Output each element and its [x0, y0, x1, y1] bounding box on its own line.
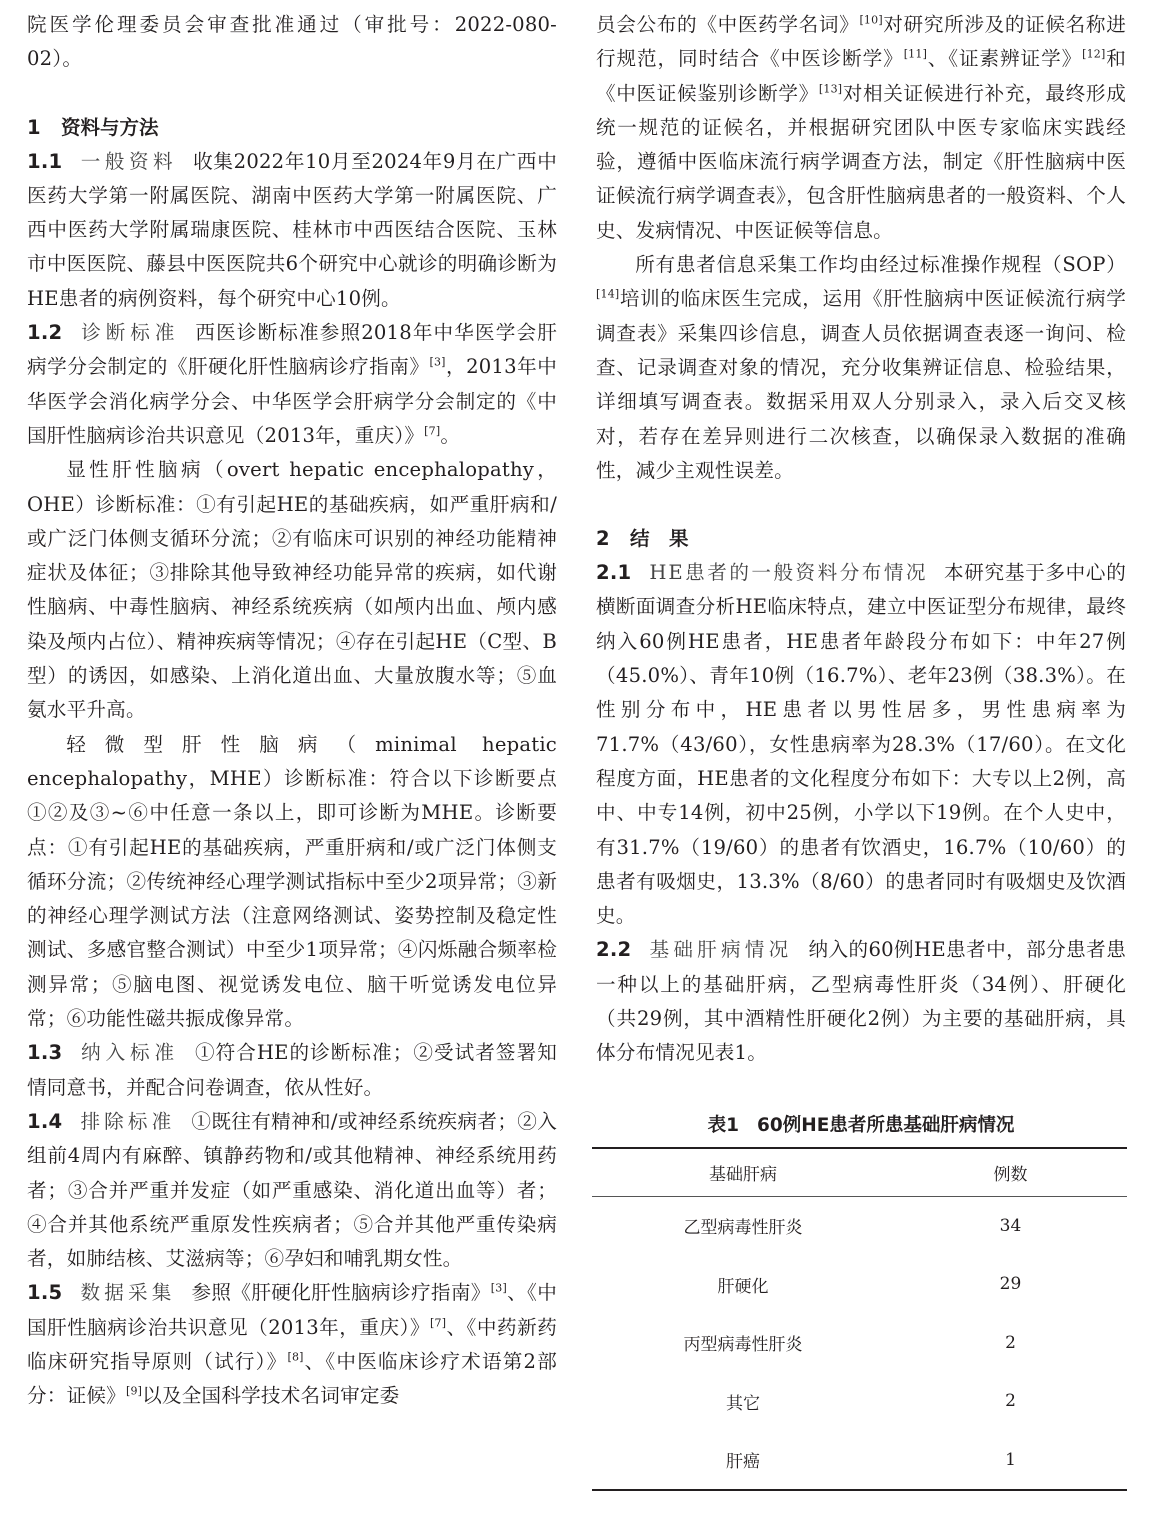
citation: [12] [1082, 47, 1106, 61]
table-cell-disease: 丙型病毒性肝炎 [683, 1335, 803, 1356]
subsection-text: ①符合HE的诊断标准；②受试者签署知情同意书，并配合问卷调查，依从性好。 [27, 1041, 557, 1099]
section-number: 1 [27, 115, 41, 139]
paragraph-text: 员会公布的《中医药学名词》 [596, 13, 860, 36]
citation: [8] [287, 1350, 304, 1364]
subsection-title: 基础肝病情况 [649, 938, 793, 962]
subsection-text: 、《中医临床诊疗术语第2部分：证候》 [27, 1349, 557, 1408]
paragraph-text: 对相关证候进行补充，最终形成统一规范的证候名，并根据研究团队中医专家临床实践经验，遵循中医临床流行病学调查方法，制定《肝性脑病中医证候流行病学调查表》，包含肝性脑病患者的一般资料、个人史、发病情况、中医证候等信息。 [596, 81, 1126, 242]
subsection-text: 本研究基于多中心的横断面调查分析HE临床特点，建立中医证型分布规律，最终纳入60例HE患者，HE患者年龄段分布如下：中年27例（45.0%）、青年10例（16.7%）、老年23例（38.3%）。在性别分布中，HE患者以男性居多，男性患病率为71.7%（43/60），女性患病率为28.3%（17/60）。在文化程度方面，HE患者的文化程度分布如下：大专以上2例，高中、中专14例，初中25例，小学以下19例。在个人史中，有31.7%（19/60）的患者有饮酒史，16.7%（10/60）的患者有吸烟史，13.3%（8/60）的患者同时有吸烟史及饮酒史。 [596, 561, 1126, 928]
table-cell-count: 1 [894, 1431, 1127, 1491]
subsection-title: 诊断标准 [80, 321, 180, 345]
subsection-number: 1.2 [27, 321, 63, 345]
subsection-title: HE患者的一般资料分布情况 [649, 561, 928, 585]
section-heading-1 [27, 111, 557, 145]
paragraph-text: 对研究所涉及的证候名称进行规范，同时结合《中医诊断学》 [596, 13, 1126, 71]
paragraph-mhe-criteria: 轻微型肝性脑病（minimal hepatic encephalopathy，MHE）诊断标准：符合以下诊断要点①②及③~⑥中任意一条以上，即可诊断为MHE。诊断要点：①有引起HE的基础疾病，严重肝病和/或广泛门体侧支循环分流；②传统神经心理学测试指标中至少2项异常；③新的神经心理学测试方法（注意网络测试、姿势控制及稳定性测试、多感官整合测试）中至少1项异常；④闪烁融合频率检测异常；⑤脑电图、视觉诱发电位、脑干听觉诱发电位异常；⑥功能性磁共振成像异常。 [27, 732, 557, 1031]
table-row [592, 1431, 1127, 1491]
paragraph-ethics: 院医学伦理委员会审查批准通过（审批号：2022-080-02）。 [27, 13, 557, 71]
citation: [7] [430, 1316, 447, 1330]
table-header-row [592, 1148, 1127, 1197]
citation: [13] [818, 82, 843, 96]
column-header-count: 例数 [894, 1148, 1127, 1197]
subsection-text: 以及全国科学技术名词审定委 [142, 1384, 400, 1408]
citation: [7] [424, 424, 441, 438]
table-row [592, 1196, 1127, 1255]
liver-disease-table [592, 1147, 1127, 1492]
subsection-number: 2.2 [596, 938, 632, 962]
subsection-number: 1.5 [27, 1281, 63, 1305]
citation: [11] [903, 47, 928, 61]
subsection-text: ，2013年中华医学会消化病学分会、中华医学会肝病学分会制定的《中国肝性脑病诊治共识意见（2013年，重庆）》 [27, 355, 558, 447]
subsection-text: ①既往有精神和/或神经系统疾病者；②入组前4周内有麻醉、镇静药物和/或其他精神、神经系统用药者；③合并严重并发症（如严重感染、消化道出血等）者；④合并其他系统严重原发性疾病者；⑤合并其他严重传染病者，如肺结核、艾滋病等；⑥孕妇和哺乳期女性。 [27, 1109, 557, 1271]
column-header-disease: 基础肝病 [592, 1148, 894, 1197]
subsection-title: 纳入标准 [80, 1041, 179, 1065]
paragraph-data-collection [596, 248, 1126, 488]
section-title: 资料与方法 [61, 115, 159, 139]
paragraph-text: 培训的临床医生完成，运用《肝性脑病中医证候流行病学调查表》采集四诊信息，调查人员依据调查表逐一询问、检查、记录调查对象的情况，充分收集辨证信息、检验结果，详细填写调查表。数据采用双人分别录入，录入后交叉核对，若存在差异则进行二次核查，以确保录入数据的准确性，减少主观性误差。 [596, 287, 1126, 482]
subsection-text: 参照《肝硬化肝性脑病诊疗指南》 [191, 1281, 491, 1305]
subsection-text: 、《中国肝性脑病诊治共识意见（2013年，重庆）》 [27, 1281, 558, 1339]
subsection-1-4 [27, 1105, 557, 1276]
table-cell-disease: 其它 [726, 1393, 760, 1414]
table-cell-disease: 肝癌 [592, 1431, 894, 1491]
subsection-number: 1.4 [27, 1109, 63, 1133]
section-heading-2 [596, 522, 1126, 556]
table-row [592, 1314, 1127, 1373]
section-number: 2 [596, 527, 610, 551]
citation: [3] [490, 1281, 507, 1295]
table-title: 60例HE患者所患基础肝病情况 [757, 1114, 1015, 1136]
subsection-text: 。 [440, 423, 461, 447]
table-cell-disease: 肝硬化 [717, 1276, 769, 1297]
subsection-1-3 [27, 1036, 557, 1105]
section-title: 结 果 [630, 527, 689, 551]
right-column [596, 8, 1126, 1491]
table-cell-count: 2 [1005, 1332, 1016, 1353]
subsection-number: 1.1 [27, 149, 63, 173]
table-caption [596, 1111, 1126, 1141]
subsection-2-2 [596, 933, 1126, 1070]
table-cell-count: 29 [999, 1274, 1022, 1295]
subsection-title: 一般资料 [80, 149, 178, 173]
subsection-1-5 [27, 1276, 557, 1413]
table-cell-count: 2 [1005, 1391, 1016, 1412]
subsection-2-1 [596, 556, 1126, 933]
table-row [592, 1255, 1127, 1314]
subsection-title: 排除标准 [80, 1109, 176, 1133]
citation: [14] [596, 287, 620, 301]
subsection-title: 数据采集 [80, 1281, 176, 1305]
subsection-text: 西医诊断标准参照2018年中华医学会肝病学分会制定的《肝硬化肝性脑病诊疗指南》 [27, 321, 557, 379]
subsection-1-1 [27, 145, 557, 316]
subsection-1-2 [27, 316, 557, 453]
table-row [592, 1372, 1127, 1431]
paragraph-text: 和《中医证候鉴别诊断学》 [596, 47, 1126, 105]
paragraph-text: 、《证素辨证学》 [927, 47, 1083, 71]
paragraph-syndrome-standardization [596, 8, 1126, 248]
citation: [9] [125, 1384, 143, 1398]
subsection-number: 2.1 [596, 561, 632, 585]
table-cell-count: 34 [999, 1215, 1022, 1236]
subsection-text: 收集2022年10月至2024年9月在广西中医药大学第一附属医院、湖南中医药大学第一附属医院、广西中医药大学附属瑞康医院、桂林市中西医结合医院、玉林市中医医院、藤县中医医院共6个研究中心就诊的明确诊断为HE患者的病例资料，每个研究中心10例。 [27, 149, 557, 310]
paragraph-ohe-criteria: 显性肝性脑病（overt hepatic encephalopathy，OHE）诊断标准：①有引起HE的基础疾病，如严重肝病和/或广泛门体侧支循环分流；②有临床可识别的神经功能精神症状及体征；③排除其他导致神经功能异常的疾病，如代谢性脑病、中毒性脑病、神经系统疾病（如颅内出血、颅内感染及颅内占位）、精神疾病等情况；④存在引起HE（C型、B型）的诱因，如感染、上消化道出血、大量放腹水等；⑤血氨水平升高。 [27, 458, 557, 722]
citation: [3] [429, 355, 446, 369]
subsection-text: 、《中药新药临床研究指导原则（试行）》 [27, 1315, 557, 1373]
paragraph-text: 所有患者信息采集工作均由经过标准操作规程（SOP） [635, 253, 1126, 277]
left-column [27, 8, 557, 1414]
subsection-number: 1.3 [27, 1041, 63, 1065]
table-number: 表1 [707, 1114, 739, 1136]
table-cell-disease: 乙型病毒性肝炎 [683, 1218, 803, 1239]
citation: [10] [859, 13, 883, 27]
subsection-text: 纳入的60例HE患者中，部分患者患一种以上的基础肝病，乙型病毒性肝炎（34例）、肝硬化（共29例，其中酒精性肝硬化2例）为主要的基础肝病，具体分布情况见表1。 [596, 938, 1126, 1065]
